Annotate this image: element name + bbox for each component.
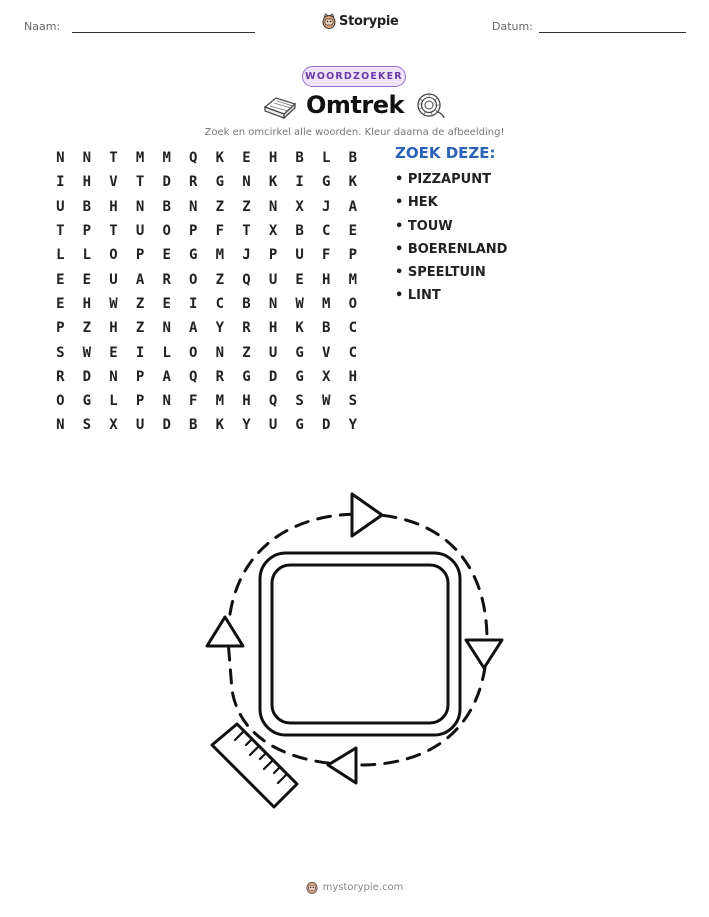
grid-letter[interactable]: N [215,344,225,361]
grid-letter[interactable]: K [268,174,278,191]
grid-letter[interactable]: E [109,344,118,361]
grid-letter[interactable]: E [295,271,304,288]
arrow-up [207,617,243,646]
grid-letter[interactable]: N [268,295,278,312]
instructions: Zoek en omcirkel alle woorden. Kleur daarna de afbeelding! [204,127,505,138]
grid-letter[interactable]: H [109,198,118,215]
grid-letter[interactable]: K [295,320,304,337]
grid-letter[interactable]: M [348,271,358,288]
grid-letter[interactable]: M [215,247,225,264]
grid-letter[interactable]: M [215,393,225,410]
grid-letter[interactable]: F [322,247,331,264]
arrow-right [352,494,382,536]
grid-letter[interactable]: V [322,344,331,361]
name-line[interactable] [72,32,255,33]
grid-letter[interactable]: F [189,393,198,410]
grid-letter[interactable]: Z [135,295,145,312]
grid-letter[interactable]: I [135,344,145,361]
grid-letter[interactable]: Q [242,271,251,288]
grid-letter[interactable]: U [56,198,65,215]
grid-letter[interactable]: N [135,198,145,215]
grid-letter[interactable]: O [348,295,358,312]
grid-letter[interactable]: S [348,393,358,410]
grid-letter[interactable]: G [215,174,225,191]
grid-letter[interactable]: C [348,344,358,361]
grid-letter[interactable]: E [242,150,251,167]
grid-letter[interactable]: N [162,320,171,337]
grid-letter[interactable]: D [82,368,92,385]
grid-letter[interactable]: M [162,150,171,167]
grid-letter[interactable]: J [322,198,331,215]
grid-letter[interactable]: Z [82,320,92,337]
date-line[interactable] [539,32,686,33]
grid-letter[interactable]: X [268,223,278,240]
grid-letter[interactable]: U [268,344,278,361]
grid-letter[interactable]: N [189,198,198,215]
grid-letter[interactable]: P [56,320,65,337]
grid-letter[interactable]: E [82,271,92,288]
grid-letter[interactable]: L [56,247,65,264]
arrow-down [466,640,502,668]
grid-letter[interactable]: H [242,393,251,410]
grid-letter[interactable]: W [322,393,331,410]
arrow-left [328,748,356,783]
word-list-item: • PIZZAPUNT [395,172,491,187]
rope-coil-icon [414,92,446,120]
grid-letter[interactable]: G [322,174,331,191]
grid-letter[interactable]: P [135,393,145,410]
word-list-item: • BOERENLAND [395,241,508,257]
grid-letter[interactable]: B [242,295,251,312]
grid-letter[interactable]: B [189,417,198,434]
grid-letter[interactable]: D [162,417,171,434]
grid-letter[interactable]: H [348,368,358,385]
grid-letter[interactable]: X [295,198,304,215]
grid-letter[interactable]: A [348,198,358,215]
grid-letter[interactable]: A [135,271,145,288]
grid-letter[interactable]: Z [215,271,225,288]
grid-letter[interactable]: B [322,320,331,337]
grid-letter[interactable]: G [82,393,92,410]
grid-letter[interactable]: T [109,223,118,240]
word-list-item: • TOUW [395,218,453,234]
grid-letter[interactable]: Q [189,368,198,385]
grid-letter[interactable]: A [162,368,171,385]
grid-letter[interactable]: K [215,150,225,167]
grid-letter[interactable]: N [242,174,251,191]
grid-letter[interactable]: A [189,320,198,337]
grid-letter[interactable]: L [322,150,331,167]
footer-url[interactable]: mystorypie.com [322,881,404,893]
grid-letter[interactable]: N [82,150,92,167]
grid-letter[interactable]: O [189,271,198,288]
grid-letter[interactable]: D [268,368,278,385]
grid-letter[interactable]: P [348,247,358,264]
brand-logo [322,13,399,29]
page-title: Omtrek [306,91,404,119]
grid-letter[interactable]: Q [189,150,198,167]
grid-letter[interactable]: O [189,344,198,361]
grid-letter[interactable]: B [162,198,171,215]
grid-letter[interactable]: E [162,247,171,264]
grid-letter[interactable]: P [135,247,145,264]
grid-letter[interactable]: E [56,295,65,312]
grid-letter[interactable]: Z [135,320,145,337]
grid-letter[interactable]: B [82,198,92,215]
grid-letter[interactable]: O [162,223,171,240]
grid-letter[interactable]: Z [242,198,251,215]
grid-letter[interactable]: W [295,295,304,312]
grid-letter[interactable]: L [109,393,118,410]
grid-letter[interactable]: G [295,368,304,385]
grid-letter[interactable]: G [242,368,251,385]
storypie-mascot-icon [306,880,318,894]
grid-letter[interactable]: U [268,417,278,434]
grid-letter[interactable]: T [242,223,251,240]
grid-letter[interactable]: Y [242,417,251,434]
word-list-heading: ZOEK DEZE: [395,144,496,162]
grid-letter[interactable]: N [268,198,278,215]
grid-letter[interactable]: V [109,174,118,191]
grid-letter[interactable]: H [82,174,92,191]
grid-letter[interactable]: X [322,368,331,385]
grid-letter[interactable]: W [82,344,92,361]
sandbox-icon [262,94,298,120]
word-list-item: • SPEELTUIN [395,265,486,281]
brand-name: Storypie [339,13,399,29]
grid-letter[interactable]: R [215,368,225,385]
grid-letter[interactable]: T [56,223,65,240]
footer [0,880,709,894]
grid-letter[interactable]: G [295,344,304,361]
word-search-grid[interactable] [47,146,366,438]
grid-letter[interactable]: H [82,295,92,312]
word-list [395,171,507,311]
grid-letter[interactable]: K [215,417,225,434]
grid-letter[interactable]: P [268,247,278,264]
grid-letter[interactable]: O [109,247,118,264]
grid-letter[interactable]: E [348,223,358,240]
grid-letter[interactable]: P [135,368,145,385]
grid-letter[interactable]: R [242,320,251,337]
grid-letter[interactable]: F [215,223,225,240]
grid-letter[interactable]: X [109,417,118,434]
grid-letter[interactable]: B [295,150,304,167]
word-list-item: • LINT [395,288,441,304]
grid-letter[interactable]: I [295,174,304,191]
grid-letter[interactable]: H [322,271,331,288]
grid-letter[interactable]: K [348,174,358,191]
grid-letter[interactable]: C [215,295,225,312]
grid-letter[interactable]: R [162,271,171,288]
grid-letter[interactable]: N [162,393,171,410]
grid-letter[interactable]: Y [215,320,225,337]
grid-letter[interactable]: I [189,295,198,312]
grid-letter[interactable]: E [162,295,171,312]
grid-letter[interactable]: W [109,295,118,312]
grid-letter[interactable]: M [322,295,331,312]
grid-letter[interactable]: L [162,344,171,361]
grid-letter[interactable]: N [56,150,65,167]
worksheet-type-badge: WOORDZOEKER [302,66,406,87]
grid-letter[interactable]: J [242,247,251,264]
grid-letter[interactable]: S [82,417,92,434]
grid-letter[interactable]: T [109,150,118,167]
grid-letter[interactable]: O [56,393,65,410]
grid-letter[interactable]: L [82,247,92,264]
grid-letter[interactable]: C [322,223,331,240]
grid-letter[interactable]: Z [215,198,225,215]
grid-letter[interactable]: D [162,174,171,191]
name-label: Naam: [24,20,61,33]
grid-letter[interactable]: R [189,174,198,191]
grid-letter[interactable]: N [56,417,65,434]
grid-letter[interactable]: U [135,223,145,240]
grid-letter[interactable]: U [268,271,278,288]
grid-letter[interactable]: Q [268,393,278,410]
grid-letter[interactable]: H [268,320,278,337]
grid-letter[interactable]: C [348,320,358,337]
grid-letter[interactable]: P [189,223,198,240]
grid-letter[interactable]: S [56,344,65,361]
date-label: Datum: [492,20,533,33]
grid-letter[interactable]: H [268,150,278,167]
perimeter-illustration[interactable] [200,485,510,815]
grid-letter[interactable]: P [82,223,92,240]
grid-letter[interactable]: S [295,393,304,410]
grid-letter[interactable]: U [295,247,304,264]
grid-letter[interactable]: R [56,368,65,385]
grid-letter[interactable]: I [56,174,65,191]
grid-letter[interactable]: U [109,271,118,288]
grid-letter[interactable]: B [295,223,304,240]
grid-letter[interactable]: E [56,271,65,288]
grid-letter[interactable]: D [322,417,331,434]
inner-square [272,565,448,723]
storypie-mascot-icon [322,13,336,29]
grid-letter[interactable]: M [135,150,145,167]
word-list-item: • HEK [395,195,438,211]
grid-letter[interactable]: H [109,320,118,337]
grid-letter[interactable]: N [109,368,118,385]
grid-letter[interactable]: B [348,150,358,167]
grid-letter[interactable]: Z [242,344,251,361]
grid-letter[interactable]: G [295,417,304,434]
grid-letter[interactable]: U [135,417,145,434]
grid-letter[interactable]: Y [348,417,358,434]
grid-letter[interactable]: G [189,247,198,264]
grid-letter[interactable]: T [135,174,145,191]
